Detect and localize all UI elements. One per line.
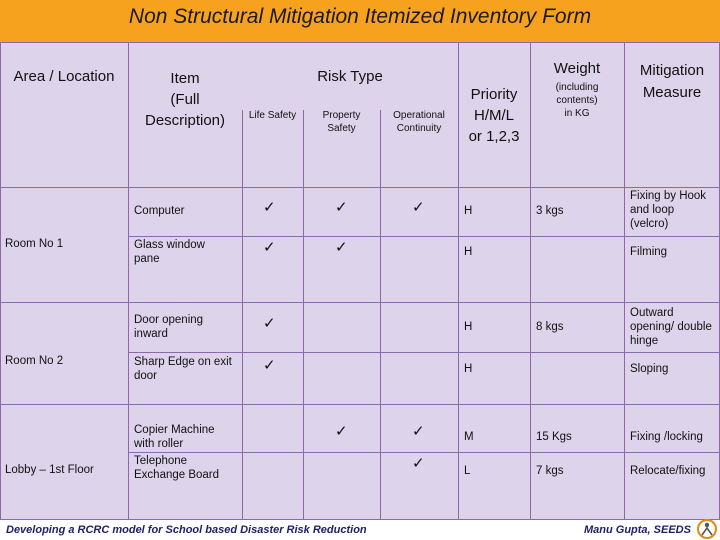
row-mitigation: Filming bbox=[630, 246, 668, 258]
row-priority: H bbox=[464, 321, 473, 333]
row-mitigation-line2: and loop bbox=[630, 204, 675, 216]
row-mitigation-line3: hinge bbox=[630, 335, 659, 347]
row-item bbox=[134, 313, 203, 341]
row-item-line2: Exchange Board bbox=[134, 469, 220, 481]
header-priority bbox=[458, 84, 530, 147]
header-weight: Weight bbox=[553, 60, 601, 77]
area-lobby: Lobby – 1st Floor bbox=[5, 464, 94, 476]
row-mitigation: Sloping bbox=[630, 363, 669, 375]
row-mitigation-line1: Fixing by Hook bbox=[630, 190, 707, 202]
row-item bbox=[134, 238, 205, 266]
row-priority: M bbox=[464, 431, 474, 443]
header-risk-type: Risk Type bbox=[317, 68, 383, 85]
header-operational-line2: Continuity bbox=[396, 123, 442, 134]
header-weight-sub bbox=[530, 81, 624, 120]
row-mitigation-line1: Outward bbox=[630, 307, 674, 319]
header-operational-continuity bbox=[380, 109, 458, 135]
row-item-line1: Sharp Edge on exit bbox=[134, 356, 232, 368]
row-item-line2: inward bbox=[134, 328, 168, 340]
life-safety-check-icon: ✓ bbox=[263, 198, 276, 216]
row-mitigation bbox=[630, 189, 706, 231]
header-operational-line1: Operational bbox=[393, 110, 445, 121]
row-weight: 7 kgs bbox=[536, 465, 564, 477]
row-mitigation-line3: (velcro) bbox=[630, 218, 669, 230]
header-property-line1: Property bbox=[322, 110, 361, 121]
header-item-line1: Item bbox=[170, 70, 200, 87]
row-item bbox=[134, 454, 219, 482]
row-mitigation-line2: opening/ double bbox=[630, 321, 712, 333]
property-safety-check-icon: ✓ bbox=[335, 238, 348, 256]
row-priority: L bbox=[464, 465, 471, 477]
row-item-line1: Telephone bbox=[134, 455, 188, 467]
row-item-line1: Door opening bbox=[134, 314, 204, 326]
header-area: Area / Location bbox=[13, 68, 115, 85]
life-safety-check-icon: ✓ bbox=[263, 356, 276, 374]
header-priority-line1: Priority bbox=[470, 86, 518, 103]
operational-check-icon: ✓ bbox=[412, 454, 425, 472]
header-mitigation-line1: Mitigation bbox=[639, 62, 705, 79]
header-priority-line3: or 1,2,3 bbox=[468, 128, 520, 145]
header-property-safety bbox=[303, 109, 380, 135]
header-item bbox=[128, 68, 242, 131]
row-priority: H bbox=[464, 246, 473, 258]
area-room-1: Room No 1 bbox=[5, 238, 64, 250]
row-item bbox=[134, 423, 215, 451]
row-item bbox=[134, 355, 232, 383]
header-life-safety: Life Safety bbox=[248, 110, 297, 121]
row-weight: 3 kgs bbox=[536, 205, 564, 217]
header-mitigation-line2: Measure bbox=[642, 84, 702, 101]
row-item-line1: Glass window bbox=[134, 239, 205, 251]
header-priority-line2: H/M/L bbox=[473, 107, 514, 124]
property-safety-check-icon: ✓ bbox=[335, 422, 348, 440]
area-room-2: Room No 2 bbox=[5, 355, 64, 367]
header-weight-sub2: contents) bbox=[556, 95, 598, 106]
row-item-line1: Copier Machine bbox=[134, 424, 215, 436]
seeds-logo-icon bbox=[696, 518, 718, 540]
property-safety-check-icon: ✓ bbox=[335, 198, 348, 216]
life-safety-check-icon: ✓ bbox=[263, 314, 276, 332]
footer-left-text: Developing a RCRC model for School based Disaster Risk Reduction bbox=[6, 524, 367, 536]
header-mitigation bbox=[624, 60, 720, 104]
row-mitigation bbox=[630, 306, 712, 348]
row-priority: H bbox=[464, 363, 473, 375]
row-weight: 8 kgs bbox=[536, 321, 564, 333]
header-item-line2: (Full bbox=[170, 91, 200, 108]
operational-check-icon: ✓ bbox=[412, 422, 425, 440]
row-priority: H bbox=[464, 205, 473, 217]
row-weight: 15 Kgs bbox=[536, 431, 572, 443]
header-weight-sub1: (including bbox=[555, 82, 599, 93]
row-item-line2: door bbox=[134, 370, 158, 382]
life-safety-check-icon: ✓ bbox=[263, 238, 276, 256]
header-property-line2: Safety bbox=[327, 123, 356, 134]
page-title: Non Structural Mitigation Itemized Inventory Form bbox=[128, 5, 592, 28]
operational-check-icon: ✓ bbox=[412, 198, 425, 216]
row-mitigation: Relocate/fixing bbox=[630, 465, 706, 477]
footer-right-text: Manu Gupta, SEEDS bbox=[584, 524, 691, 536]
header-item-line3: Description) bbox=[144, 112, 226, 129]
row-item: Computer bbox=[134, 205, 185, 217]
header-weight-sub3: in KG bbox=[564, 108, 590, 119]
row-mitigation: Fixing /locking bbox=[630, 431, 703, 443]
row-item-line2: with roller bbox=[134, 438, 184, 450]
row-item-line2: pane bbox=[134, 253, 160, 265]
